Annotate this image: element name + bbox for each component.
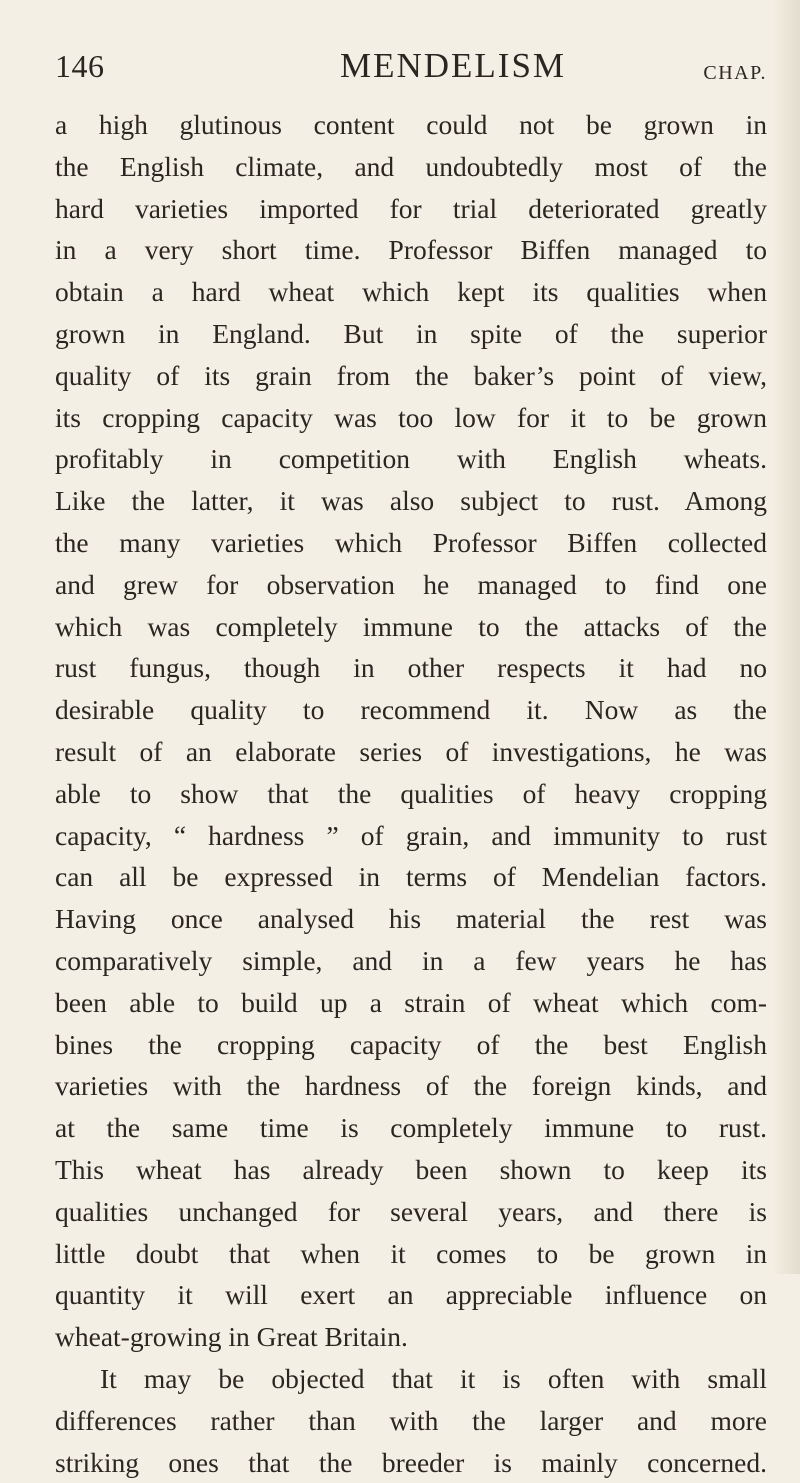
text-line: in a very short time. Professor Biffen managed to: [55, 229, 767, 271]
text-line: a high glutinous content could not be grown in: [55, 104, 767, 146]
text-line: varieties with the hardness of the foreign kinds, and: [55, 1065, 767, 1107]
text-line: the English climate, and undoubtedly most of the: [55, 146, 767, 188]
text-line: and grew for observation he managed to find one: [55, 564, 767, 606]
page-number: 146: [55, 48, 105, 85]
text-line: This wheat has already been shown to keep its: [55, 1149, 767, 1191]
page-edge-shadow: [772, 0, 800, 1274]
text-line: been able to build up a strain of wheat which com-: [55, 982, 767, 1024]
text-line: its cropping capacity was too low for it to be grown: [55, 397, 767, 439]
text-line: can all be expressed in terms of Mendelian factors.: [55, 856, 767, 898]
text-line: Having once analysed his material the rest was: [55, 898, 767, 940]
text-line: result of an elaborate series of investigations, he was: [55, 731, 767, 773]
text-line: Like the latter, it was also subject to rust. Among: [55, 480, 767, 522]
chapter-mark: CHAP.: [703, 62, 767, 85]
running-head: [55, 40, 767, 90]
text-line: the many varieties which Professor Biffen collected: [55, 522, 767, 564]
text-line: rust fungus, though in other respects it had no: [55, 647, 767, 689]
text-line: quality of its grain from the baker’s point of view,: [55, 355, 767, 397]
text-line: profitably in competition with English wheats.: [55, 438, 767, 480]
text-line: desirable quality to recommend it. Now as the: [55, 689, 767, 731]
text-line: striking ones that the breeder is mainly concerned.: [55, 1442, 767, 1483]
text-line: obtain a hard wheat which kept its qualities when: [55, 271, 767, 313]
text-line-paragraph-start: It may be objected that it is often with small: [55, 1358, 767, 1400]
text-line-paragraph-end: wheat-growing in Great Britain.: [55, 1316, 767, 1358]
text-line: hard varieties imported for trial deteriorated greatly: [55, 188, 767, 230]
text-line: which was completely immune to the attacks of the: [55, 606, 767, 648]
text-line: able to show that the qualities of heavy cropping: [55, 773, 767, 815]
text-line: comparatively simple, and in a few years he has: [55, 940, 767, 982]
body-text: [55, 104, 767, 1483]
text-line: qualities unchanged for several years, and there is: [55, 1191, 767, 1233]
text-line: grown in England. But in spite of the superior: [55, 313, 767, 355]
text-line: capacity, “ hardness ” of grain, and immunity to rust: [55, 815, 767, 857]
running-title: MENDELISM: [340, 46, 566, 86]
text-line: bines the cropping capacity of the best English: [55, 1024, 767, 1066]
text-line: quantity it will exert an appreciable influence on: [55, 1274, 767, 1316]
text-line: little doubt that when it comes to be grown in: [55, 1233, 767, 1275]
text-line: differences rather than with the larger and more: [55, 1400, 767, 1442]
text-line: at the same time is completely immune to rust.: [55, 1107, 767, 1149]
